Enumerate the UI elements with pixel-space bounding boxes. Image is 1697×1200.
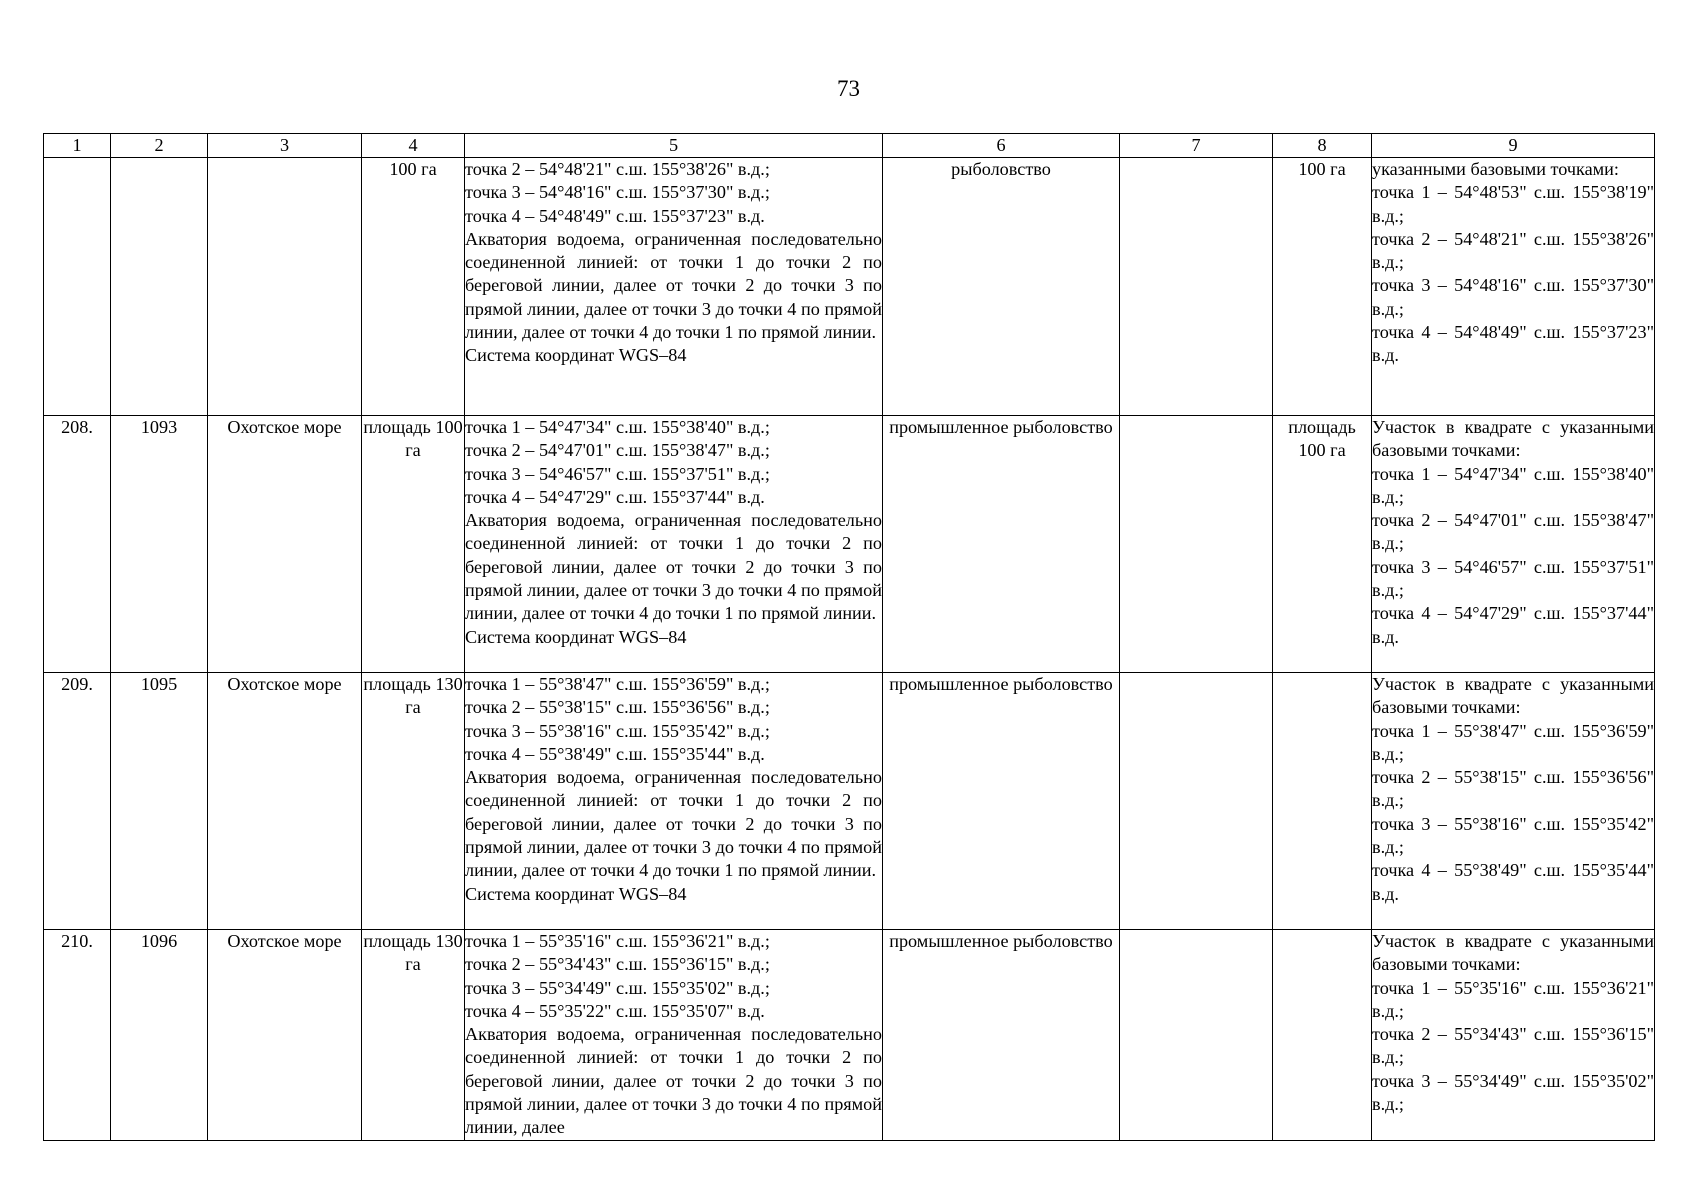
header-row	[44, 134, 1655, 158]
column-header: 4	[362, 134, 465, 158]
base-points-cell: указанными базовыми точками: точка 1 – 54°48'53" с.ш. 155°38'19" в.д.; точка 2 – 54°48'21" с.ш. 155°38'26" в.д.; точка 3 – 54°48'16" с.ш. 155°37'30" в.д.; точка 4 – 54°48'49" с.ш. 155°37'23" в.д.	[1372, 158, 1655, 416]
area-2-cell	[1273, 673, 1372, 930]
water-body-cell: Охотское море	[208, 416, 362, 673]
table-row	[44, 158, 1655, 416]
column-header: 3	[208, 134, 362, 158]
area-2-cell: 100 га	[1273, 158, 1372, 416]
column-header: 6	[883, 134, 1120, 158]
table-header	[44, 134, 1655, 158]
area-cell: площадь 130 га	[362, 930, 465, 1141]
table-row	[44, 416, 1655, 673]
column-header: 1	[44, 134, 111, 158]
fishing-type-cell: промышленное рыболовство	[883, 416, 1120, 673]
site-id-cell: 1095	[111, 673, 208, 930]
area-2-cell: площадь 100 га	[1273, 416, 1372, 673]
column-7-cell	[1120, 673, 1273, 930]
fishing-type-cell: промышленное рыболовство	[883, 673, 1120, 930]
site-id-cell	[111, 158, 208, 416]
area-cell: 100 га	[362, 158, 465, 416]
fishing-type-cell: промышленное рыболовство	[883, 930, 1120, 1141]
water-body-cell: Охотское море	[208, 930, 362, 1141]
row-number-cell: 210.	[44, 930, 111, 1141]
table-row	[44, 930, 1655, 1141]
boundary-description-cell: точка 1 – 55°38'47" с.ш. 155°36'59" в.д.; точка 2 – 55°38'15" с.ш. 155°36'56" в.д.; точка 3 – 55°38'16" с.ш. 155°35'42" в.д.; точка 4 – 55°38'49" с.ш. 155°35'44" в.д. Акватория водоема, ограниченная последовательно соединенной линией: от точки 1 до точки 2 по береговой линии, далее от точки 2 до точки 3 по прямой линии, далее от точки 3 до точки 4 по прямой линии, далее от точки 4 до точки 1 по прямой линии. Система координат WGS–84	[465, 673, 883, 930]
column-header: 9	[1372, 134, 1655, 158]
registry-table	[43, 133, 1655, 1141]
column-7-cell	[1120, 930, 1273, 1141]
boundary-description-cell: точка 1 – 55°35'16" с.ш. 155°36'21" в.д.; точка 2 – 55°34'43" с.ш. 155°36'15" в.д.; точка 3 – 55°34'49" с.ш. 155°35'02" в.д.; точка 4 – 55°35'22" с.ш. 155°35'07" в.д. Акватория водоема, ограниченная последовательно соединенной линией: от точки 1 до точки 2 по береговой линии, далее от точки 2 до точки 3 по прямой линии, далее от точки 3 до точки 4 по прямой линии, далее	[465, 930, 883, 1141]
row-number-cell: 208.	[44, 416, 111, 673]
row-number-cell: 209.	[44, 673, 111, 930]
column-7-cell	[1120, 158, 1273, 416]
area-cell: площадь 100 га	[362, 416, 465, 673]
column-header: 7	[1120, 134, 1273, 158]
column-header: 5	[465, 134, 883, 158]
table-row	[44, 673, 1655, 930]
column-7-cell	[1120, 416, 1273, 673]
base-points-cell: Участок в квадрате с указанными базовыми точками: точка 1 – 54°47'34" с.ш. 155°38'40" в.д.; точка 2 – 54°47'01" с.ш. 155°38'47" в.д.; точка 3 – 54°46'57" с.ш. 155°37'51" в.д.; точка 4 – 54°47'29" с.ш. 155°37'44" в.д.	[1372, 416, 1655, 673]
page-number: 73	[837, 76, 860, 101]
boundary-description-cell: точка 2 – 54°48'21" с.ш. 155°38'26" в.д.; точка 3 – 54°48'16" с.ш. 155°37'30" в.д.; точка 4 – 54°48'49" с.ш. 155°37'23" в.д. Акватория водоема, ограниченная последовательно соединенной линией: от точки 1 до точки 2 по береговой линии, далее от точки 2 до точки 3 по прямой линии, далее от точки 3 до точки 4 по прямой линии, далее от точки 4 до точки 1 по прямой линии. Система координат WGS–84	[465, 158, 883, 416]
site-id-cell: 1096	[111, 930, 208, 1141]
column-header: 2	[111, 134, 208, 158]
area-2-cell	[1273, 930, 1372, 1141]
site-id-cell: 1093	[111, 416, 208, 673]
water-body-cell	[208, 158, 362, 416]
boundary-description-cell: точка 1 – 54°47'34" с.ш. 155°38'40" в.д.; точка 2 – 54°47'01" с.ш. 155°38'47" в.д.; точка 3 – 54°46'57" с.ш. 155°37'51" в.д.; точка 4 – 54°47'29" с.ш. 155°37'44" в.д. Акватория водоема, ограниченная последовательно соединенной линией: от точки 1 до точки 2 по береговой линии, далее от точки 2 до точки 3 по прямой линии, далее от точки 3 до точки 4 по прямой линии, далее от точки 4 до точки 1 по прямой линии. Система координат WGS–84	[465, 416, 883, 673]
fishing-type-cell: рыболовство	[883, 158, 1120, 416]
column-header: 8	[1273, 134, 1372, 158]
base-points-cell: Участок в квадрате с указанными базовыми точками: точка 1 – 55°35'16" с.ш. 155°36'21" в.д.; точка 2 – 55°34'43" с.ш. 155°36'15" в.д.; точка 3 – 55°34'49" с.ш. 155°35'02" в.д.;	[1372, 930, 1655, 1141]
row-number-cell	[44, 158, 111, 416]
water-body-cell: Охотское море	[208, 673, 362, 930]
area-cell: площадь 130 га	[362, 673, 465, 930]
base-points-cell: Участок в квадрате с указанными базовыми точками: точка 1 – 55°38'47" с.ш. 155°36'59" в.д.; точка 2 – 55°38'15" с.ш. 155°36'56" в.д.; точка 3 – 55°38'16" с.ш. 155°35'42" в.д.; точка 4 – 55°38'49" с.ш. 155°35'44" в.д.	[1372, 673, 1655, 930]
